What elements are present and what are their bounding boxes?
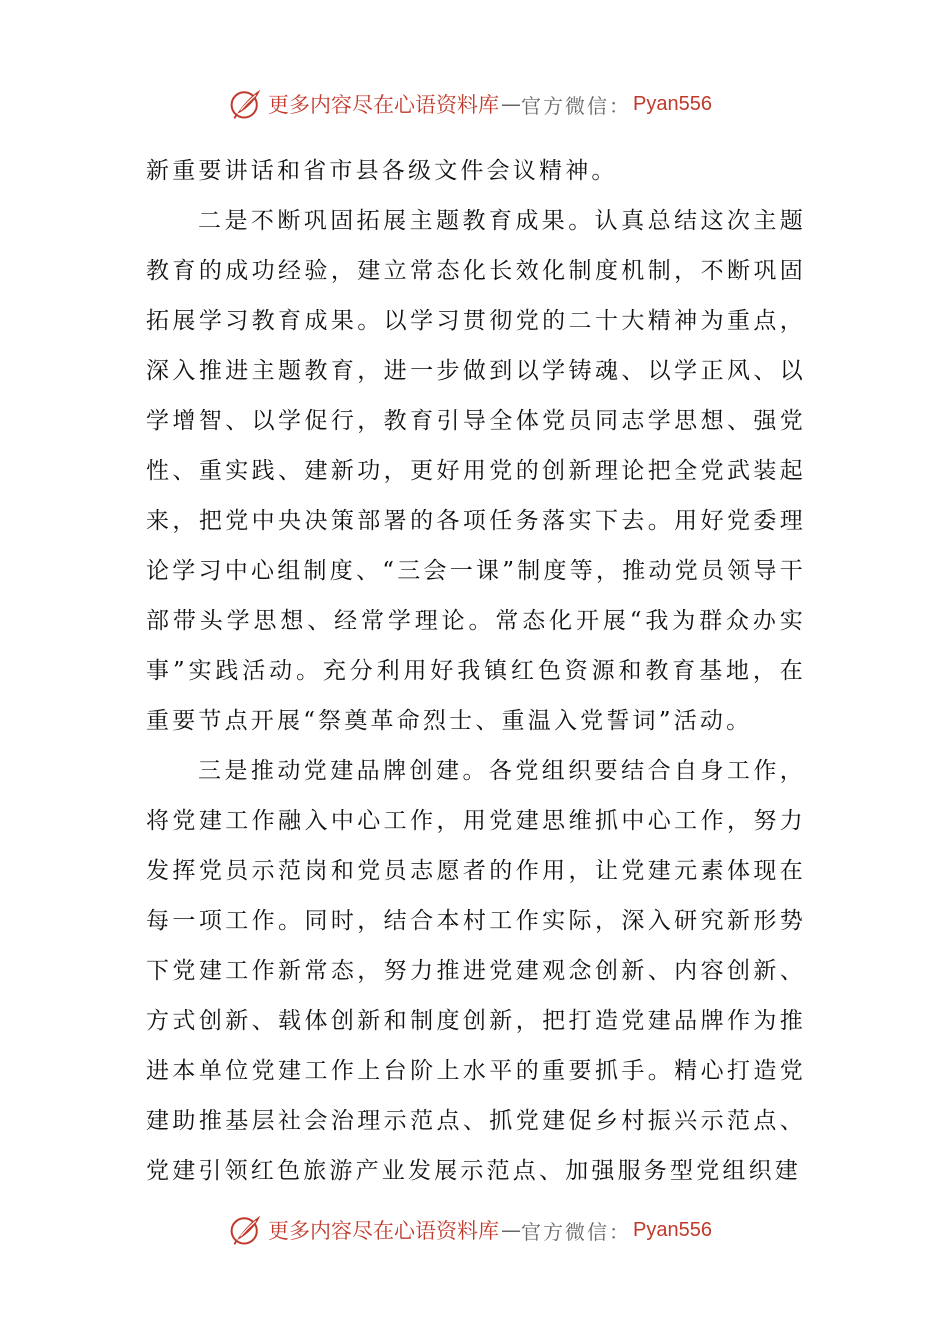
header-watermark <box>228 86 748 122</box>
paragraph-theme-education: 二是不断巩固拓展主题教育成果。认真总结这次主题教育的成功经验，建立常态化长效化制度机制，不断巩固拓展学习教育成果。以学习贯彻党的二十大精神为重点，深入推进主题教育，进一步做到以学铸魂、以学正风、以学增智、以学促行，教育引导全体党员同志学思想、强党性、重实践、建新功，更好用党的创新理论把全党武装起来，把党中央决策部署的各项任务落实下去。用好党委理论学习中心组制度、“三会一课”制度等，推动党员领导干部带头学思想、经常学理论。常态化开展“我为群众办实事”实践活动。充分利用好我镇红色资源和教育基地，在重要节点开展“祭奠革命烈士、重温入党誓词”活动。 <box>146 208 806 734</box>
watermark-wechat-id: Pyan556 <box>633 92 712 115</box>
quill-pen-logo-icon <box>228 1212 264 1248</box>
watermark-main-text: 更多内容尽在心语资料库 <box>268 1219 499 1243</box>
paragraph-party-brand: 三是推动党建品牌创建。各党组织要结合自身工作，将党建工作融入中心工作，用党建思维抓中心工作，努力发挥党员示范岗和党员志愿者的作用，让党建元素体现在每一项工作。同时，结合本村工作实际，深入研究新形势下党建工作新常态，努力推进党建观念创新、内容创新、方式创新、载体创新和制度创新，把打造党建品牌作为推进本单位党建工作上台阶上水平的重要抓手。精心打造党建助推基层社会治理示范点、抓党建促乡村振兴示范点、党建引领红色旅游产业发展示范点、加强服务型党组织建 <box>146 758 806 1184</box>
watermark-main-text: 更多内容尽在心语资料库 <box>268 93 499 117</box>
watermark-wechat-label: 官方微信： <box>521 93 631 118</box>
footer-watermark <box>228 1212 748 1248</box>
document-body <box>146 146 806 1196</box>
watermark-separator: — <box>501 1218 521 1242</box>
watermark-separator: — <box>501 92 521 116</box>
watermark-wechat-id: Pyan556 <box>633 1218 712 1241</box>
quill-pen-logo-icon <box>228 86 264 122</box>
paragraph-continuation: 新重要讲话和省市县各级文件会议精神。 <box>146 158 618 184</box>
watermark-wechat-label: 官方微信： <box>521 1219 631 1244</box>
